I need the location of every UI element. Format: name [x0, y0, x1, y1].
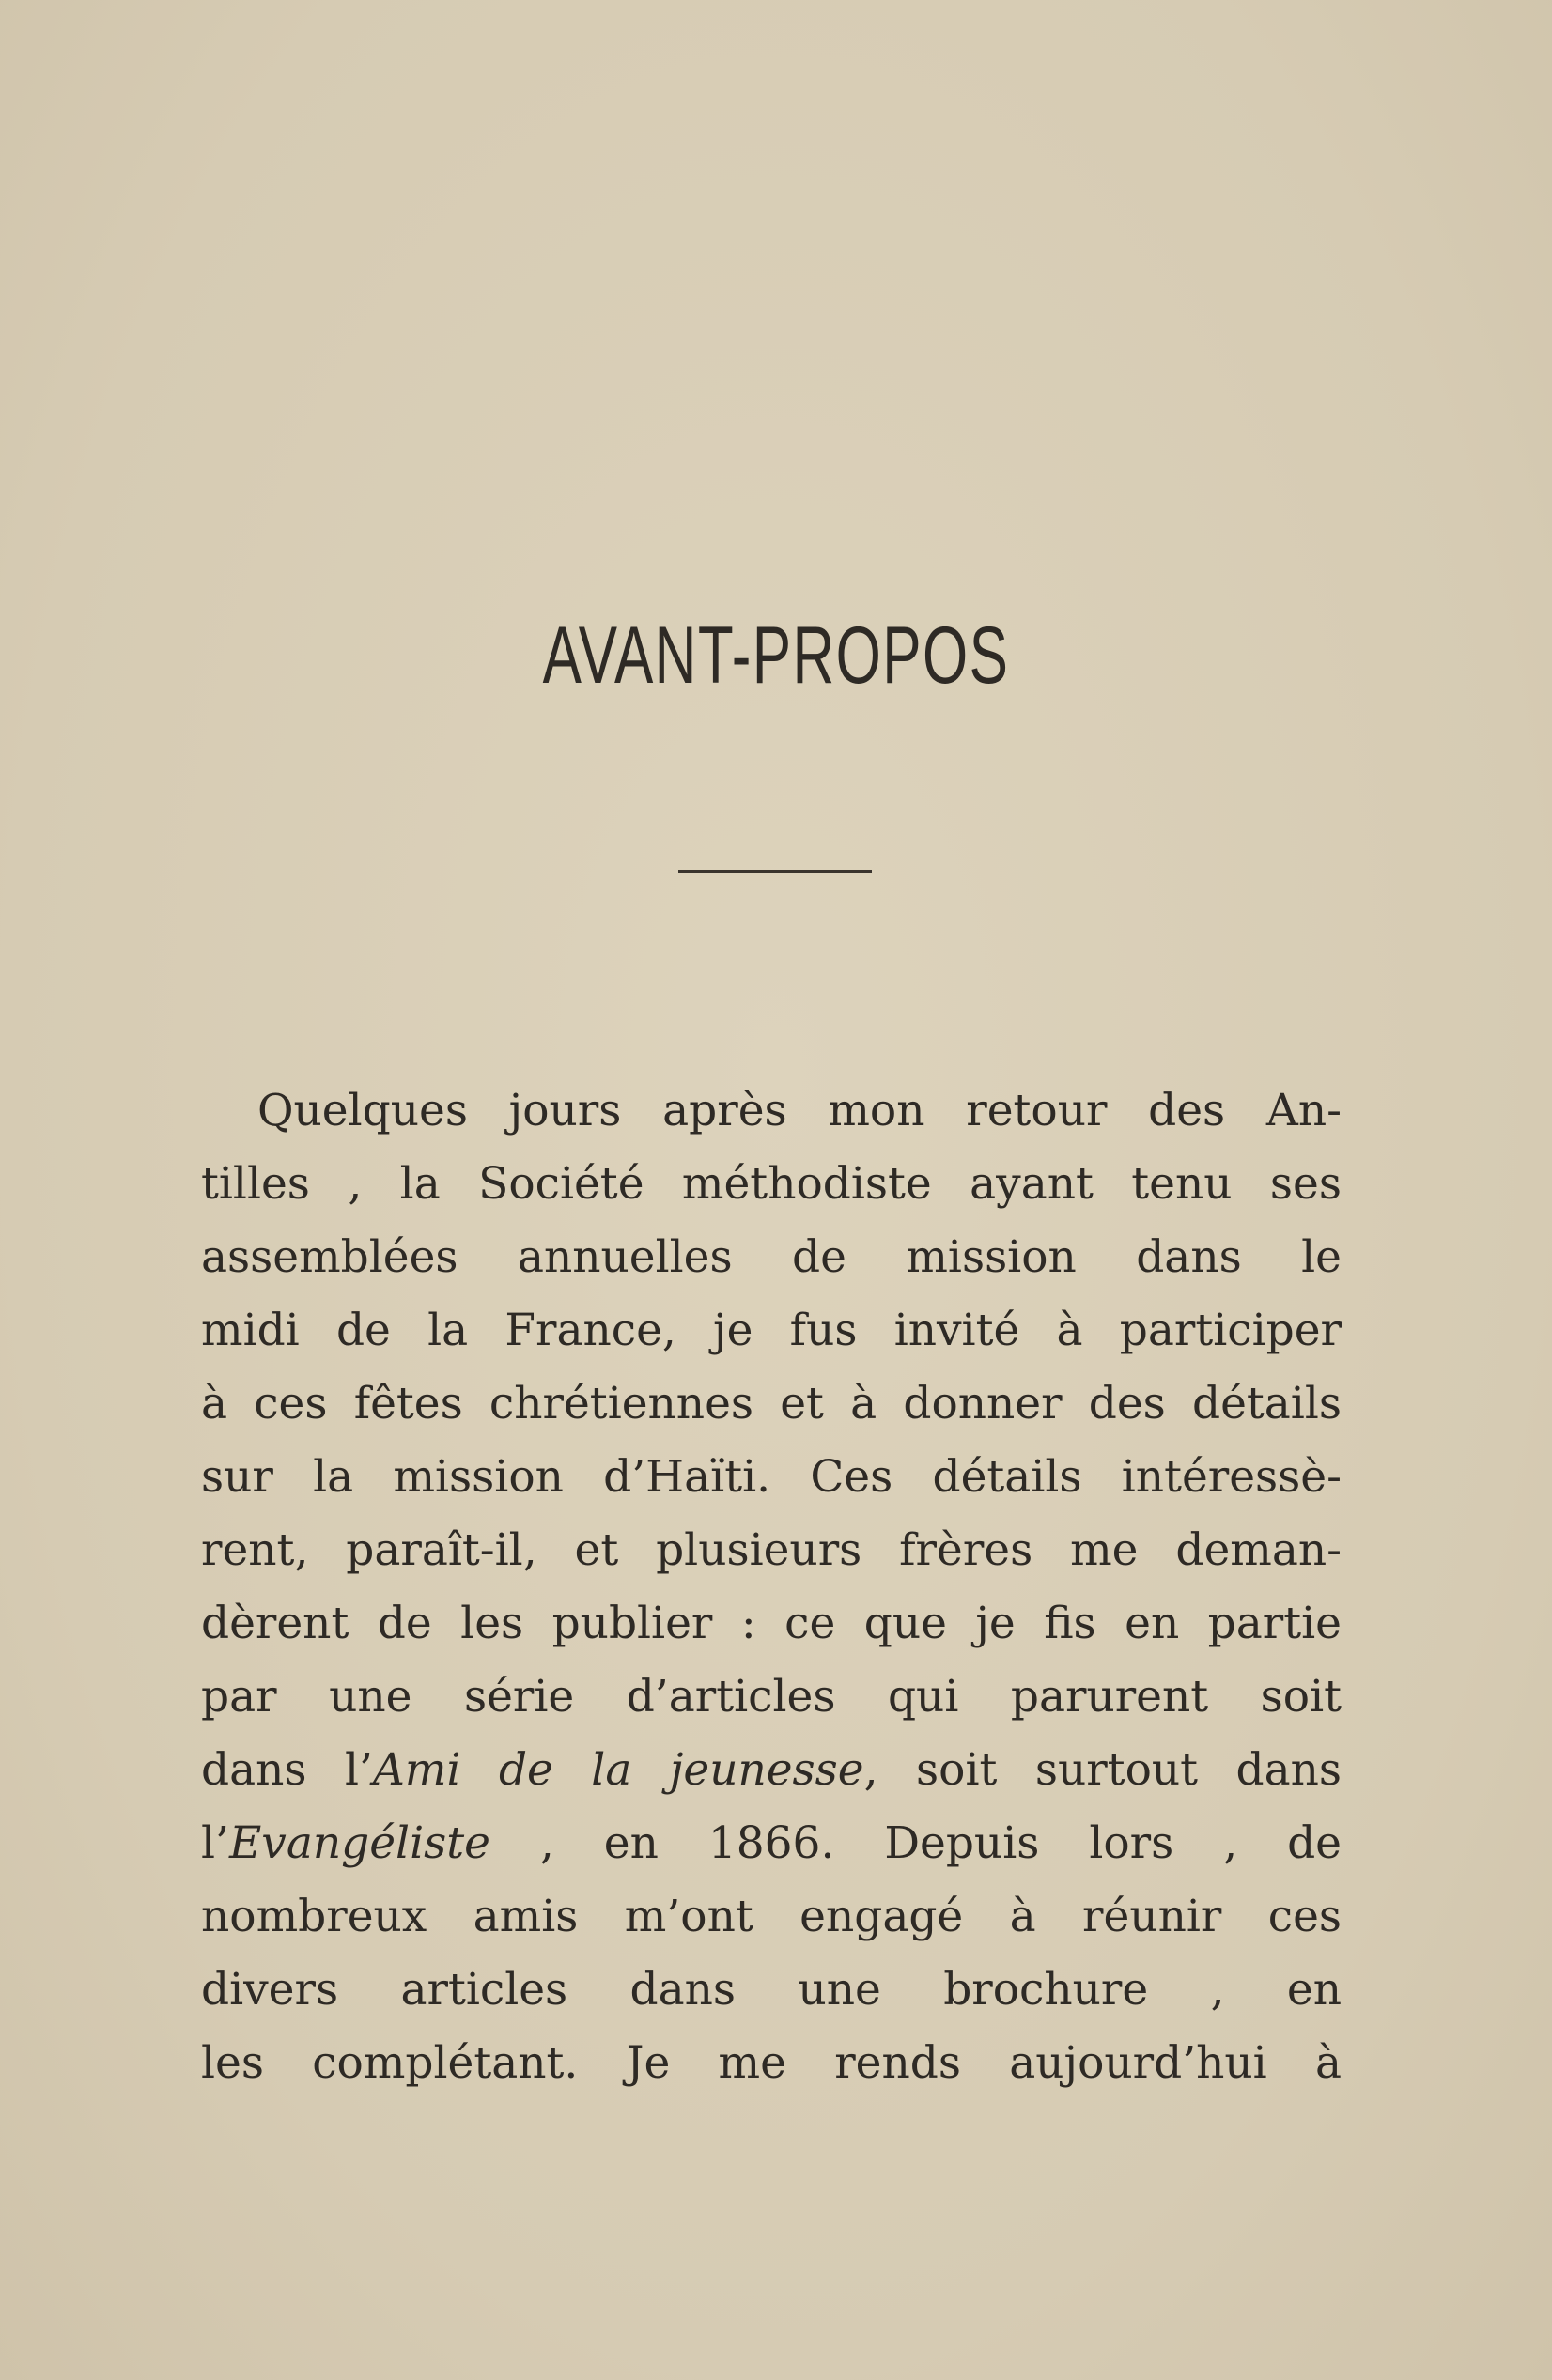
text-line: tilles , la Société méthodiste ayant tenu ses: [201, 1158, 1342, 1210]
text-line: midi de la France, je fus invité à participer: [201, 1305, 1342, 1356]
text-line: divers articles dans une brochure , en: [201, 1964, 1342, 2016]
page-title: AVANT-PROPOS: [542, 610, 1010, 701]
text-segment: , soit surtout dans: [863, 1744, 1342, 1796]
text-segment: , en 1866. Depuis lors , de: [489, 1817, 1342, 1869]
text-line: nombreux amis m’ont engagé à réunir ces: [201, 1891, 1342, 1942]
text-line: [201, 1734, 1342, 1807]
text-line: sur la mission d’Haïti. Ces détails intéressè-: [201, 1451, 1342, 1503]
title-divider: [678, 870, 872, 873]
text-line: [201, 1807, 1342, 1880]
text-segment: l’: [201, 1817, 229, 1869]
text-line: les complétant. Je me rends aujourd’hui à: [201, 2037, 1342, 2089]
text-line: dèrent de les publier : ce que je fis en partie: [201, 1598, 1342, 1649]
text-line: assemblées annuelles de mission dans le: [201, 1231, 1342, 1283]
periodical-title: Ami de la jeunesse: [372, 1744, 864, 1796]
text-line: à ces fêtes chrétiennes et à donner des détails: [201, 1378, 1342, 1430]
text-segment: dans l’: [201, 1744, 373, 1796]
text-line: Quelques jours après mon retour des An-: [257, 1085, 1342, 1136]
periodical-title: Evangéliste: [228, 1817, 490, 1869]
text-line: rent, paraît-il, et plusieurs frères me deman-: [201, 1524, 1342, 1576]
foreword-paragraph: [201, 1074, 1342, 2100]
text-line: par une série d’articles qui parurent soit: [201, 1671, 1342, 1723]
